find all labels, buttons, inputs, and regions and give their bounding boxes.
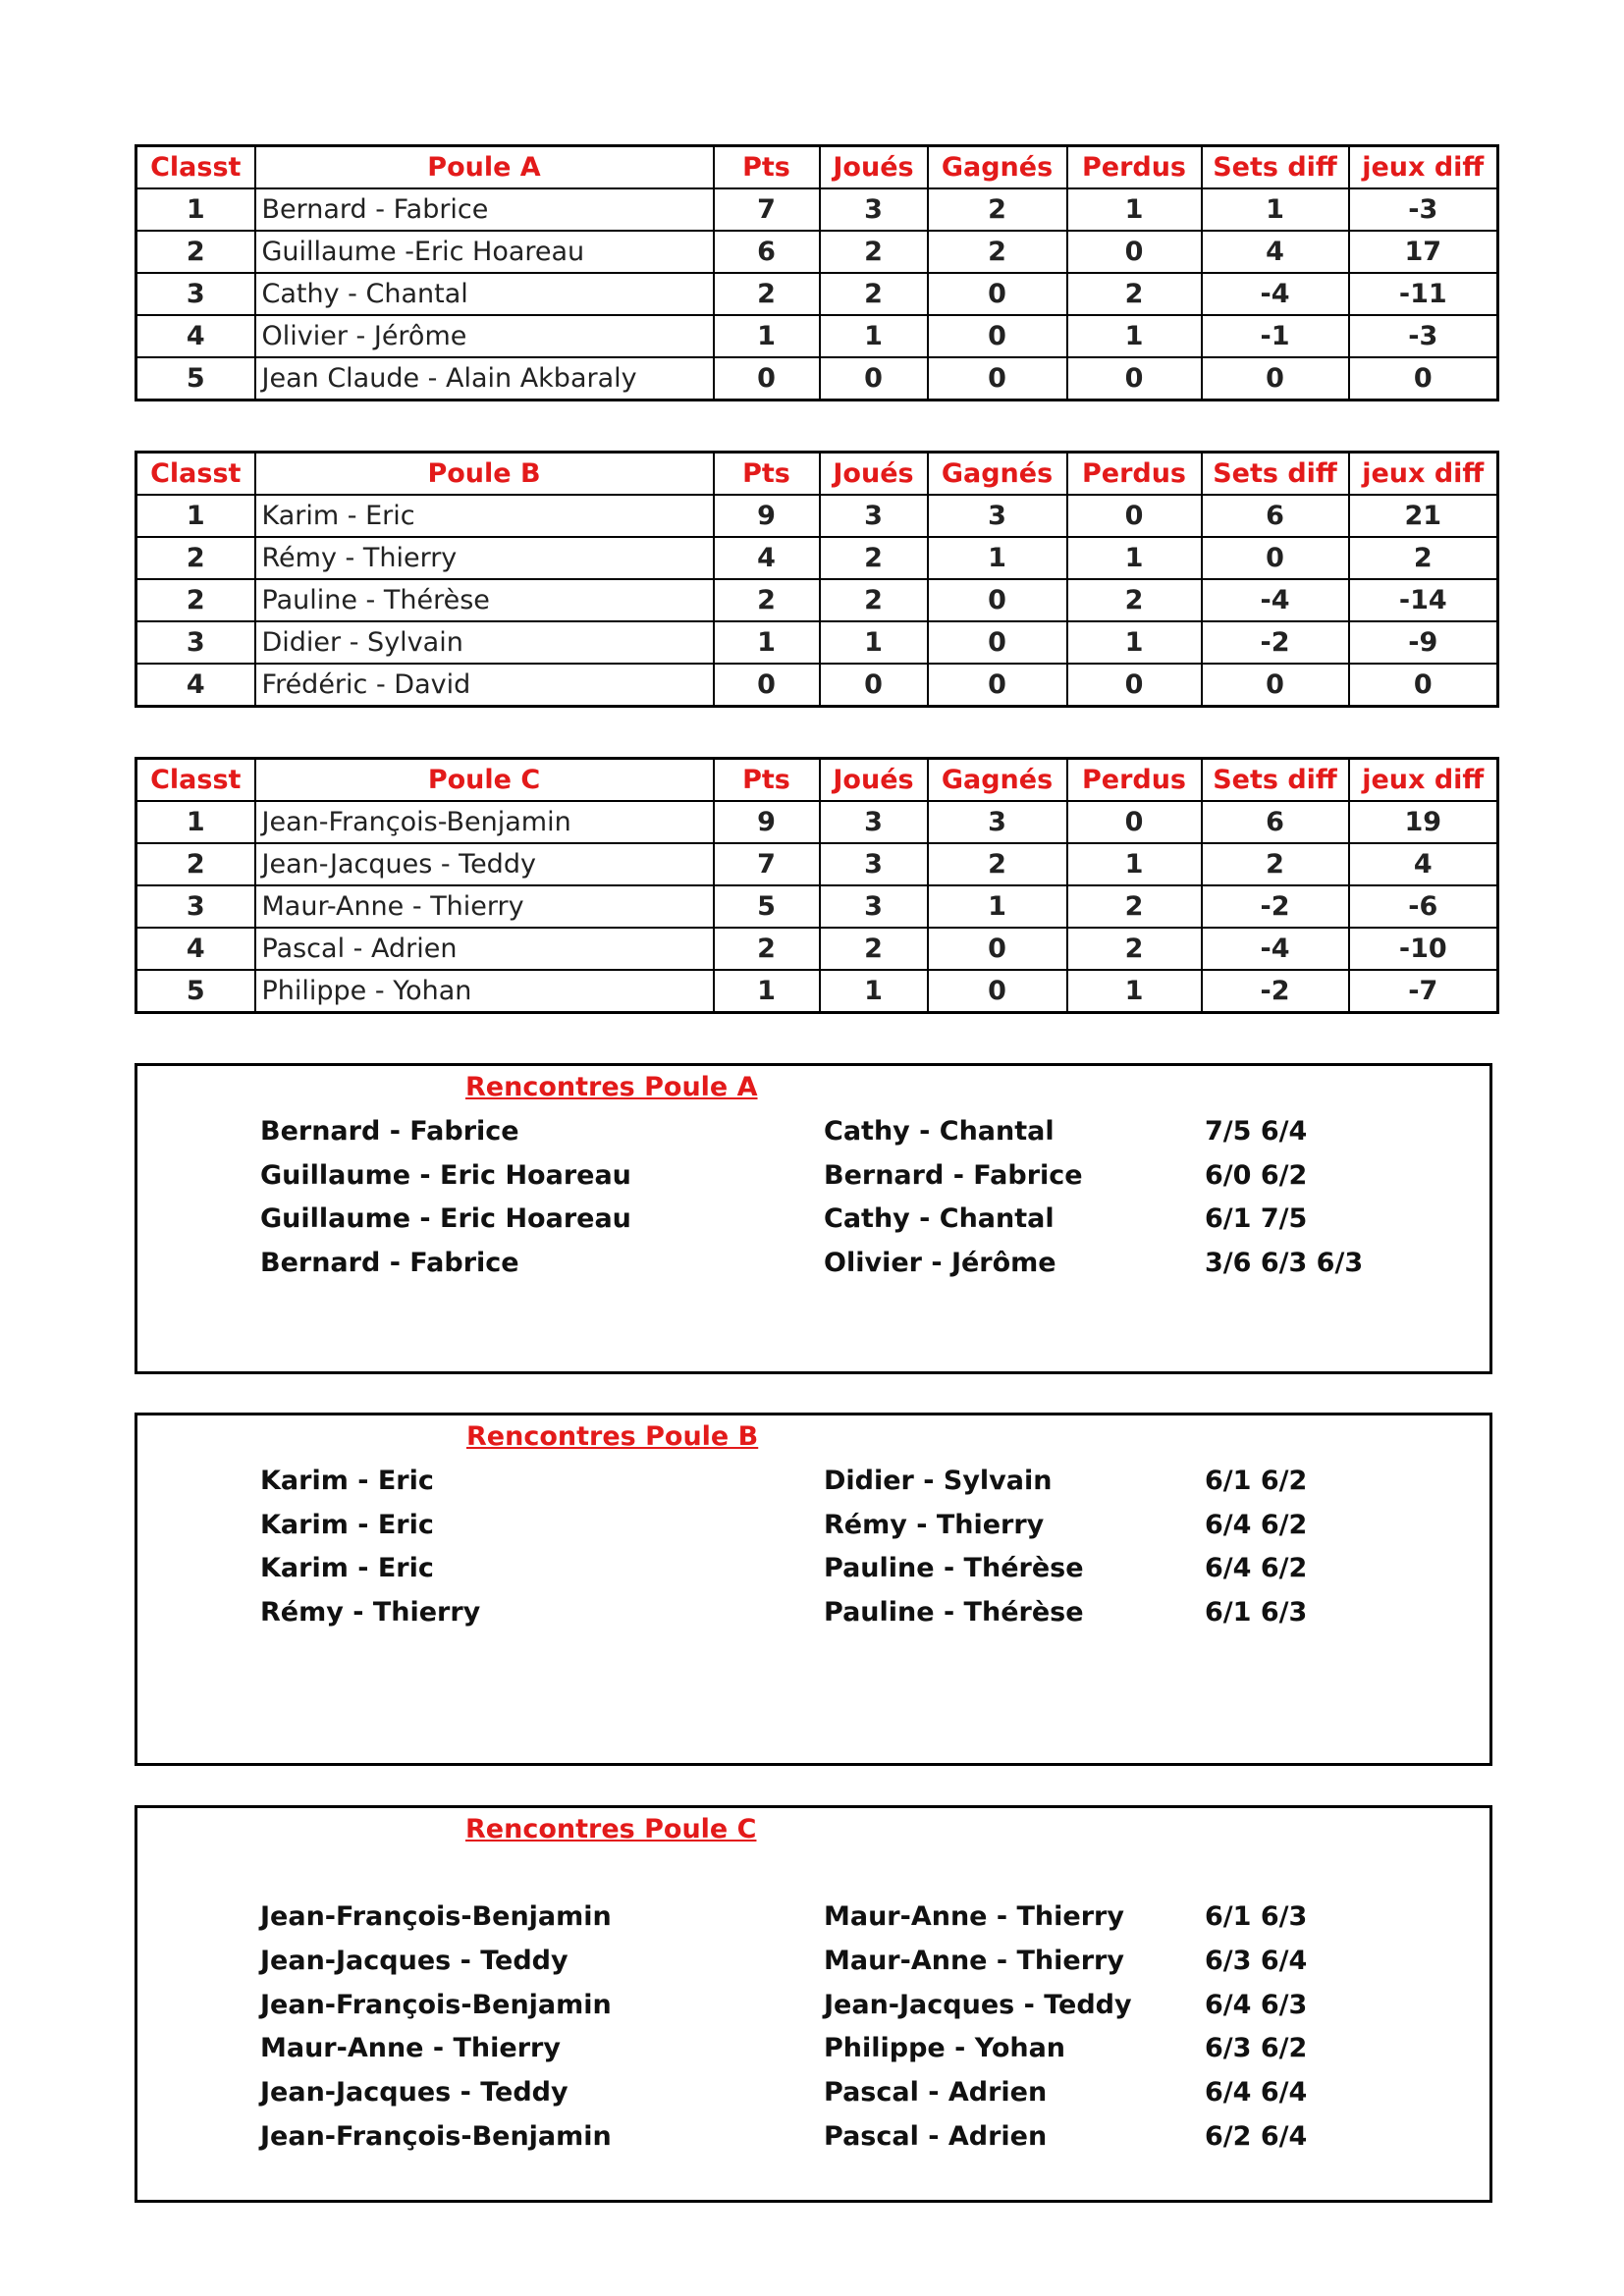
jeux-diff-cell: 19 [1349,801,1498,843]
joues-cell: 3 [820,885,928,928]
match-score: 6/3 6/2 [1205,2033,1308,2063]
sets-diff-cell: -4 [1202,928,1349,970]
header-jeux-diff: jeux diff [1349,146,1498,189]
perdus-cell: 0 [1067,801,1202,843]
match-score: 6/1 7/5 [1205,1203,1308,1234]
header-classt: Classt [136,146,255,189]
standings-table-poule-a [135,144,1499,401]
header-joues: Joués [820,453,928,496]
match-team1: Guillaume - Eric Hoareau [260,1160,631,1191]
match-team1: Jean-François-Benjamin [260,2121,612,2152]
match-score: 6/1 6/2 [1205,1466,1308,1496]
table-row [136,495,1498,537]
header-sets-diff: Sets diff [1202,453,1349,496]
jeux-diff-cell: 4 [1349,843,1498,885]
standings-table-poule-c [135,757,1499,1014]
match-team1: Rémy - Thierry [260,1597,481,1628]
team-cell: Guillaume -Eric Hoareau [255,231,714,273]
gagnes-cell: 0 [928,970,1067,1013]
match-team1: Karim - Eric [260,1466,434,1496]
jeux-diff-cell: 21 [1349,495,1498,537]
header-gagnes: Gagnés [928,759,1067,802]
jeux-diff-cell: -11 [1349,273,1498,315]
rank-cell: 4 [136,315,255,357]
gagnes-cell: 0 [928,928,1067,970]
table-row [136,928,1498,970]
match-team2: Pascal - Adrien [824,2121,1048,2152]
jeux-diff-cell: 17 [1349,231,1498,273]
team-cell: Maur-Anne - Thierry [255,885,714,928]
perdus-cell: 2 [1067,928,1202,970]
match-score: 6/4 6/3 [1205,1990,1308,2020]
joues-cell: 2 [820,231,928,273]
header-sets-diff: Sets diff [1202,759,1349,802]
gagnes-cell: 1 [928,537,1067,579]
header-joues: Joués [820,759,928,802]
joues-cell: 2 [820,273,928,315]
rencontres-poule-a-title: Rencontres Poule A [465,1072,758,1102]
joues-cell: 2 [820,928,928,970]
standings-header-row [136,759,1498,802]
pts-cell: 9 [714,801,820,843]
gagnes-cell: 3 [928,801,1067,843]
team-cell: Rémy - Thierry [255,537,714,579]
jeux-diff-cell: 0 [1349,664,1498,707]
match-row [260,2077,1438,2116]
rencontres-poule-c-box [135,1805,1492,2203]
joues-cell: 1 [820,621,928,664]
gagnes-cell: 0 [928,621,1067,664]
team-cell: Karim - Eric [255,495,714,537]
rank-cell: 2 [136,579,255,621]
gagnes-cell: 0 [928,357,1067,400]
rank-cell: 4 [136,928,255,970]
pts-cell: 9 [714,495,820,537]
match-team1: Maur-Anne - Thierry [260,2033,561,2063]
match-score: 6/3 6/4 [1205,1946,1308,1976]
match-team2: Didier - Sylvain [824,1466,1053,1496]
perdus-cell: 0 [1067,495,1202,537]
match-score: 6/4 6/2 [1205,1510,1308,1540]
pts-cell: 7 [714,843,820,885]
pts-cell: 0 [714,664,820,707]
rank-cell: 2 [136,231,255,273]
joues-cell: 3 [820,843,928,885]
gagnes-cell: 3 [928,495,1067,537]
jeux-diff-cell: -9 [1349,621,1498,664]
header-classt: Classt [136,759,255,802]
team-cell: Pauline - Thérèse [255,579,714,621]
team-cell: Bernard - Fabrice [255,188,714,231]
joues-cell: 0 [820,664,928,707]
header-jeux-diff: jeux diff [1349,759,1498,802]
match-team1: Bernard - Fabrice [260,1248,519,1278]
sets-diff-cell: -2 [1202,621,1349,664]
joues-cell: 3 [820,801,928,843]
rank-cell: 3 [136,621,255,664]
team-cell: Jean-Jacques - Teddy [255,843,714,885]
sets-diff-cell: 0 [1202,664,1349,707]
match-row [260,1466,1438,1505]
pts-cell: 6 [714,231,820,273]
match-row [260,1248,1438,1287]
header-pts: Pts [714,146,820,189]
rank-cell: 1 [136,801,255,843]
table-row [136,664,1498,707]
jeux-diff-cell: 2 [1349,537,1498,579]
joues-cell: 2 [820,537,928,579]
match-score: 7/5 6/4 [1205,1116,1308,1147]
header-pool-name: Poule A [255,146,714,189]
pts-cell: 1 [714,970,820,1013]
match-team1: Karim - Eric [260,1553,434,1583]
match-score: 6/2 6/4 [1205,2121,1308,2152]
header-gagnes: Gagnés [928,146,1067,189]
sets-diff-cell: 6 [1202,495,1349,537]
pts-cell: 2 [714,579,820,621]
rank-cell: 3 [136,273,255,315]
match-row [260,1116,1438,1155]
match-row [260,1597,1438,1636]
joues-cell: 1 [820,970,928,1013]
pts-cell: 1 [714,621,820,664]
table-row [136,188,1498,231]
rank-cell: 5 [136,357,255,400]
match-row [260,1553,1438,1592]
pts-cell: 4 [714,537,820,579]
pts-cell: 1 [714,315,820,357]
joues-cell: 3 [820,188,928,231]
perdus-cell: 2 [1067,273,1202,315]
sets-diff-cell: -4 [1202,273,1349,315]
joues-cell: 1 [820,315,928,357]
match-team1: Karim - Eric [260,1510,434,1540]
match-team1: Jean-Jacques - Teddy [260,1946,568,1976]
match-score: 6/1 6/3 [1205,1901,1308,1932]
perdus-cell: 2 [1067,885,1202,928]
match-score: 6/1 6/3 [1205,1597,1308,1628]
joues-cell: 3 [820,495,928,537]
jeux-diff-cell: -6 [1349,885,1498,928]
header-perdus: Perdus [1067,759,1202,802]
match-score: 6/4 6/4 [1205,2077,1308,2108]
match-team2: Maur-Anne - Thierry [824,1946,1124,1976]
jeux-diff-cell: -14 [1349,579,1498,621]
joues-cell: 0 [820,357,928,400]
match-team2: Rémy - Thierry [824,1510,1045,1540]
match-team1: Jean-Jacques - Teddy [260,2077,568,2108]
match-row [260,2033,1438,2072]
sets-diff-cell: 2 [1202,843,1349,885]
team-cell: Jean-François-Benjamin [255,801,714,843]
sets-diff-cell: 0 [1202,537,1349,579]
table-row [136,357,1498,400]
gagnes-cell: 2 [928,188,1067,231]
header-pts: Pts [714,759,820,802]
rank-cell: 1 [136,188,255,231]
gagnes-cell: 0 [928,315,1067,357]
header-pool-name: Poule B [255,453,714,496]
pts-cell: 2 [714,928,820,970]
standings-header-row [136,146,1498,189]
match-row [260,1160,1438,1200]
match-team2: Maur-Anne - Thierry [824,1901,1124,1932]
joues-cell: 2 [820,579,928,621]
perdus-cell: 1 [1067,843,1202,885]
jeux-diff-cell: -3 [1349,188,1498,231]
sets-diff-cell: -1 [1202,315,1349,357]
header-jeux-diff: jeux diff [1349,453,1498,496]
table-row [136,579,1498,621]
table-row [136,537,1498,579]
table-row [136,315,1498,357]
match-team2: Cathy - Chantal [824,1203,1055,1234]
standings-header-row [136,453,1498,496]
perdus-cell: 0 [1067,357,1202,400]
sets-diff-cell: -4 [1202,579,1349,621]
match-score: 6/0 6/2 [1205,1160,1308,1191]
table-row [136,885,1498,928]
rank-cell: 3 [136,885,255,928]
match-team2: Pascal - Adrien [824,2077,1048,2108]
table-row [136,231,1498,273]
jeux-diff-cell: -3 [1349,315,1498,357]
rank-cell: 2 [136,537,255,579]
match-team1: Jean-François-Benjamin [260,1990,612,2020]
pts-cell: 7 [714,188,820,231]
sets-diff-cell: -2 [1202,970,1349,1013]
perdus-cell: 1 [1067,970,1202,1013]
rank-cell: 2 [136,843,255,885]
match-team1: Jean-François-Benjamin [260,1901,612,1932]
match-team2: Cathy - Chantal [824,1116,1055,1147]
gagnes-cell: 2 [928,231,1067,273]
rencontres-poule-a-box [135,1063,1492,1374]
table-row [136,273,1498,315]
team-cell: Philippe - Yohan [255,970,714,1013]
header-gagnes: Gagnés [928,453,1067,496]
jeux-diff-cell: 0 [1349,357,1498,400]
team-cell: Jean Claude - Alain Akbaraly [255,357,714,400]
rencontres-poule-b-title: Rencontres Poule B [466,1421,759,1452]
jeux-diff-cell: -7 [1349,970,1498,1013]
pts-cell: 2 [714,273,820,315]
header-sets-diff: Sets diff [1202,146,1349,189]
perdus-cell: 0 [1067,231,1202,273]
perdus-cell: 1 [1067,621,1202,664]
jeux-diff-cell: -10 [1349,928,1498,970]
sets-diff-cell: -2 [1202,885,1349,928]
perdus-cell: 1 [1067,315,1202,357]
match-team2: Jean-Jacques - Teddy [824,1990,1132,2020]
gagnes-cell: 2 [928,843,1067,885]
match-row [260,2121,1438,2161]
team-cell: Didier - Sylvain [255,621,714,664]
match-row [260,1946,1438,1985]
perdus-cell: 1 [1067,537,1202,579]
match-score: 3/6 6/3 6/3 [1205,1248,1364,1278]
rank-cell: 4 [136,664,255,707]
match-row [260,1203,1438,1243]
rank-cell: 5 [136,970,255,1013]
gagnes-cell: 0 [928,664,1067,707]
rencontres-poule-c-title: Rencontres Poule C [465,1814,757,1844]
rencontres-poule-b-box [135,1413,1492,1766]
table-row [136,970,1498,1013]
match-team2: Bernard - Fabrice [824,1160,1083,1191]
team-cell: Frédéric - David [255,664,714,707]
match-row [260,1901,1438,1941]
gagnes-cell: 1 [928,885,1067,928]
header-pool-name: Poule C [255,759,714,802]
standings-table-poule-b [135,451,1499,708]
team-cell: Olivier - Jérôme [255,315,714,357]
gagnes-cell: 0 [928,579,1067,621]
header-perdus: Perdus [1067,453,1202,496]
pts-cell: 5 [714,885,820,928]
table-row [136,843,1498,885]
match-score: 6/4 6/2 [1205,1553,1308,1583]
header-perdus: Perdus [1067,146,1202,189]
sets-diff-cell: 4 [1202,231,1349,273]
sets-diff-cell: 6 [1202,801,1349,843]
table-row [136,621,1498,664]
perdus-cell: 0 [1067,664,1202,707]
header-pts: Pts [714,453,820,496]
table-row [136,801,1498,843]
match-row [260,1510,1438,1549]
sets-diff-cell: 0 [1202,357,1349,400]
perdus-cell: 2 [1067,579,1202,621]
rank-cell: 1 [136,495,255,537]
team-cell: Pascal - Adrien [255,928,714,970]
match-row [260,1990,1438,2029]
pts-cell: 0 [714,357,820,400]
match-team2: Pauline - Thérèse [824,1553,1084,1583]
gagnes-cell: 0 [928,273,1067,315]
match-team1: Guillaume - Eric Hoareau [260,1203,631,1234]
match-team2: Olivier - Jérôme [824,1248,1056,1278]
match-team1: Bernard - Fabrice [260,1116,519,1147]
perdus-cell: 1 [1067,188,1202,231]
match-team2: Pauline - Thérèse [824,1597,1084,1628]
header-joues: Joués [820,146,928,189]
sets-diff-cell: 1 [1202,188,1349,231]
match-team2: Philippe - Yohan [824,2033,1066,2063]
team-cell: Cathy - Chantal [255,273,714,315]
header-classt: Classt [136,453,255,496]
